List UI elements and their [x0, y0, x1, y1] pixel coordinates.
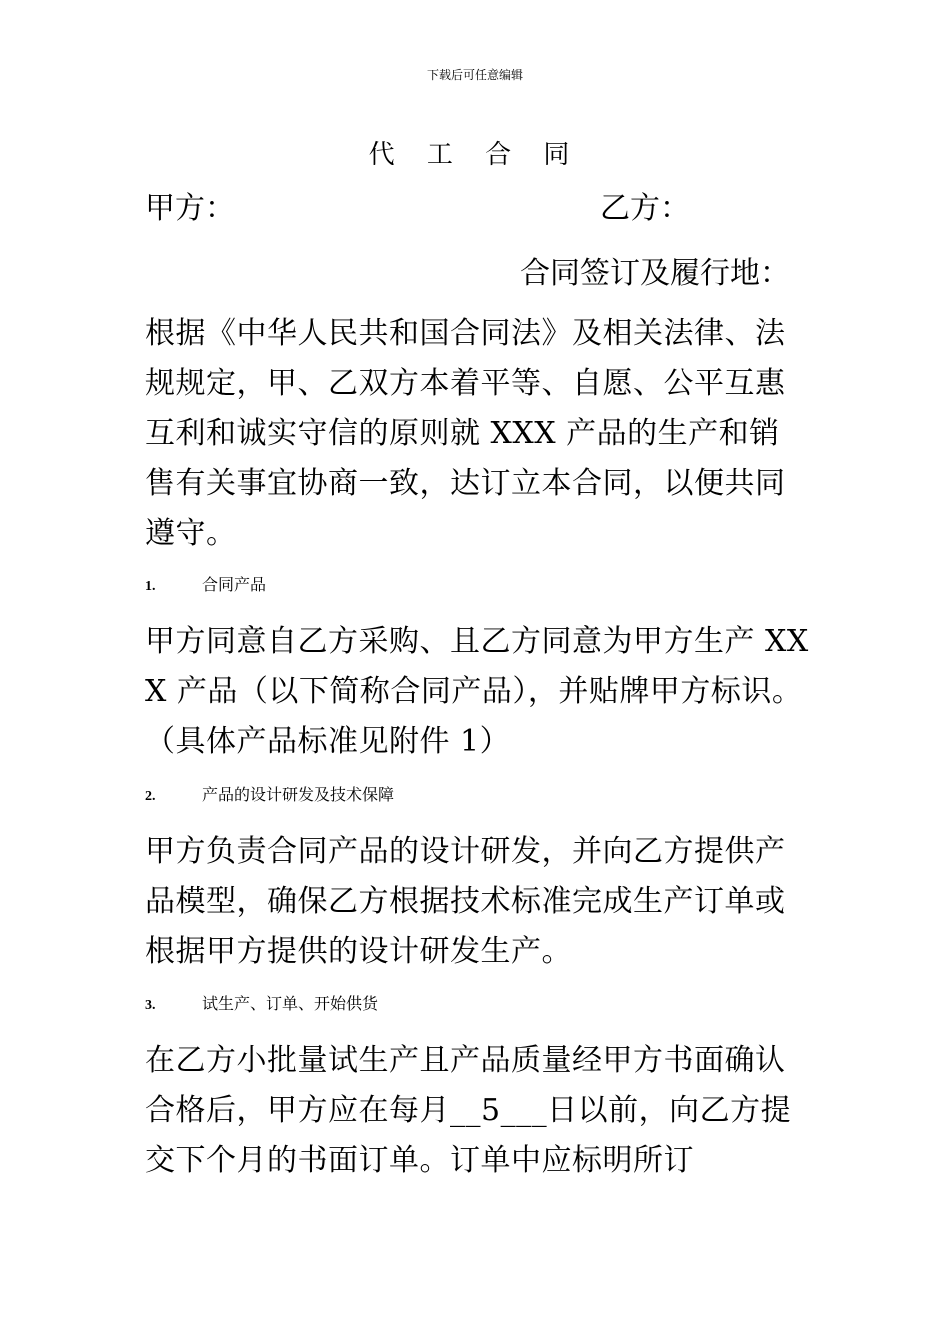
intro-paragraph: 根据《中华人民共和国合同法》及相关法律、法规规定，甲、乙双方本着平等、自愿、公平互惠互利和诚实守信的原则就 XXX 产品的生产和销售有关事宜协商一致，达订立本合同，以便共同遵守。 — [145, 316, 786, 551]
section-body-2: 甲方负责合同产品的设计研发，并向乙方提供产品模型，确保乙方根据技术标准完成生产订单或根据甲方提供的设计研发生产。 — [145, 834, 786, 969]
section-heading-1 — [145, 572, 266, 595]
section-body-3: 在乙方小批量试生产且产品质量经甲方书面确认合格后，甲方应在每月__5___日以前，向乙方提交下个月的书面订单。订单中应标明所订 — [145, 1043, 792, 1178]
section-heading-3 — [145, 991, 378, 1014]
section-body-1: 甲方同意自乙方采购、且乙方同意为甲方生产 XXX 产品（以下简称合同产品），并贴牌甲方标识。（具体产品标准见附件 1） — [145, 624, 809, 759]
document-title: 代 工 合 同 — [368, 140, 582, 170]
section-title: 合同产品 — [202, 575, 267, 594]
section-title: 产品的设计研发及技术保障 — [202, 785, 395, 804]
section-heading-2 — [145, 782, 394, 805]
section-number: 3. — [145, 998, 156, 1013]
party-a-label: 甲方： — [145, 191, 235, 226]
header-note: 下载后可任意编辑 — [426, 68, 523, 82]
section-number: 2. — [145, 789, 156, 804]
section-number: 1. — [145, 579, 156, 594]
sign-place-label: 合同签订及履行地： — [520, 256, 790, 291]
party-b-label: 乙方： — [600, 191, 690, 226]
section-title: 试生产、订单、开始供货 — [202, 994, 379, 1013]
